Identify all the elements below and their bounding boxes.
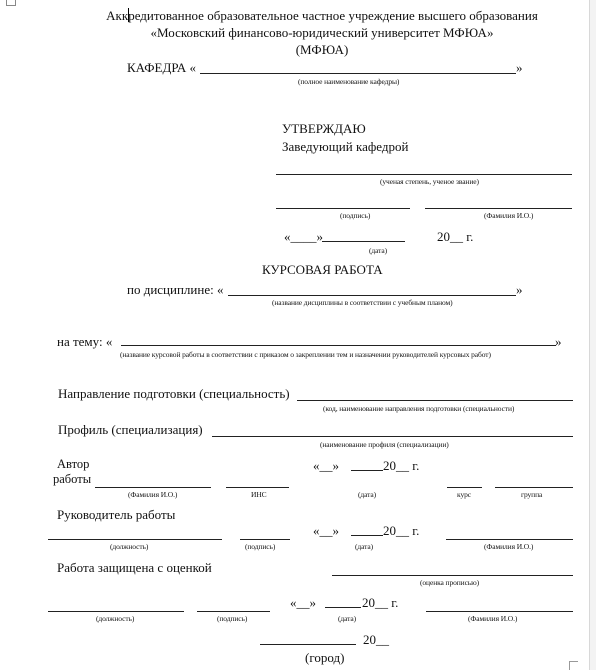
defense-date-caption: (дата) — [338, 614, 357, 623]
supervisor-surname-caption: (Фамилия И.О.) — [484, 542, 534, 551]
topic-caption: (название курсовой работы в соответствии с приказом о закреплении тем и назначении руководителей курсовых работ) — [120, 350, 491, 359]
approval-date-caption: (дата) — [369, 246, 388, 255]
footer-year: 20__ — [363, 632, 389, 647]
author-label-line2: работы — [53, 472, 92, 486]
profile-label: Профиль (специализация) — [58, 422, 203, 437]
author-date-field[interactable] — [351, 470, 383, 471]
head-surname-caption: (Фамилия И.О.) — [484, 211, 534, 220]
approval-date-open: «____» — [284, 229, 323, 244]
author-label-line1: Автор — [57, 457, 90, 471]
table-move-handle[interactable] — [6, 0, 16, 6]
defense-signature-field[interactable] — [197, 611, 270, 612]
defense-position-field[interactable] — [48, 611, 184, 612]
topic-close-quote: » — [555, 334, 562, 349]
defense-grade-caption: (оценка прописью) — [420, 578, 480, 587]
kafedra-field[interactable] — [200, 73, 516, 74]
defense-surname-field[interactable] — [426, 611, 573, 612]
header-institution-line: Аккредитованное образовательное частное учреждение высшего образования — [106, 8, 538, 23]
kafedra-caption: (полное наименование кафедры) — [298, 77, 400, 86]
approval-year: 20__ г. — [437, 229, 474, 244]
approval-date-field[interactable] — [322, 241, 405, 242]
discipline-field[interactable] — [228, 295, 516, 296]
direction-field[interactable] — [297, 400, 573, 401]
direction-caption: (код, наименование направления подготовки (специальности) — [323, 404, 515, 413]
head-signature-caption: (подпись) — [340, 211, 371, 220]
defense-grade-field[interactable] — [332, 575, 573, 576]
header-university-line: «Московский финансово-юридический университет МФЮА» — [150, 25, 494, 40]
author-ins-caption: ИНС — [251, 490, 267, 499]
defense-surname-caption: (Фамилия И.О.) — [468, 614, 518, 623]
defense-date-field[interactable] — [325, 607, 361, 608]
kafedra-close-quote: » — [516, 60, 523, 75]
approval-title: УТВЕРЖДАЮ — [282, 121, 366, 136]
page-scroll-edge — [589, 0, 596, 670]
head-signature-field[interactable] — [276, 208, 410, 209]
defense-date-open: «__» — [290, 595, 316, 610]
discipline-label: по дисциплине: « — [127, 282, 224, 297]
document-title: КУРСОВАЯ РАБОТА — [262, 262, 383, 277]
supervisor-position-caption: (должность) — [110, 542, 149, 551]
supervisor-date-caption: (дата) — [355, 542, 374, 551]
author-date-caption: (дата) — [358, 490, 377, 499]
approval-role: Заведующий кафедрой — [282, 139, 409, 154]
defense-position-caption: (должность) — [96, 614, 135, 623]
supervisor-position-field[interactable] — [48, 539, 222, 540]
header-abbrev: (МФЮА) — [295, 42, 349, 57]
degree-field[interactable] — [276, 174, 572, 175]
page-corner-mark — [569, 661, 578, 670]
kafedra-label: КАФЕДРА « — [127, 60, 197, 75]
supervisor-date-field[interactable] — [351, 535, 383, 536]
discipline-close-quote: » — [516, 282, 523, 297]
topic-field[interactable] — [121, 345, 556, 346]
profile-caption: (наименование профиля (специализации) — [320, 440, 449, 449]
supervisor-date-open: «__» — [313, 523, 339, 538]
supervisor-label: Руководитель работы — [57, 507, 176, 522]
city-caption: (город) — [305, 650, 345, 665]
author-surname-caption: (Фамилия И.О.) — [128, 490, 178, 499]
supervisor-signature-field[interactable] — [240, 539, 290, 540]
defense-year: 20__ г. — [362, 595, 399, 610]
defense-label: Работа защищена с оценкой — [57, 560, 212, 575]
author-date-open: «__» — [313, 458, 339, 473]
author-group-caption: группа — [521, 490, 543, 499]
discipline-caption: (название дисциплины в соответствии с учебным планом) — [272, 298, 453, 307]
supervisor-signature-caption: (подпись) — [245, 542, 276, 551]
defense-signature-caption: (подпись) — [217, 614, 248, 623]
supervisor-surname-field[interactable] — [446, 539, 573, 540]
direction-label: Направление подготовки (специальность) — [58, 386, 290, 401]
head-surname-field[interactable] — [425, 208, 572, 209]
supervisor-year: 20__ г. — [383, 523, 420, 538]
author-ins-field[interactable] — [226, 487, 289, 488]
profile-field[interactable] — [212, 436, 573, 437]
author-course-caption: курс — [457, 490, 471, 499]
author-group-field[interactable] — [495, 487, 573, 488]
author-year: 20__ г. — [383, 458, 420, 473]
topic-label: на тему: « — [57, 334, 113, 349]
author-surname-field[interactable] — [95, 487, 211, 488]
author-course-field[interactable] — [447, 487, 482, 488]
degree-caption: (ученая степень, ученое звание) — [380, 177, 479, 186]
city-field[interactable] — [260, 644, 356, 645]
